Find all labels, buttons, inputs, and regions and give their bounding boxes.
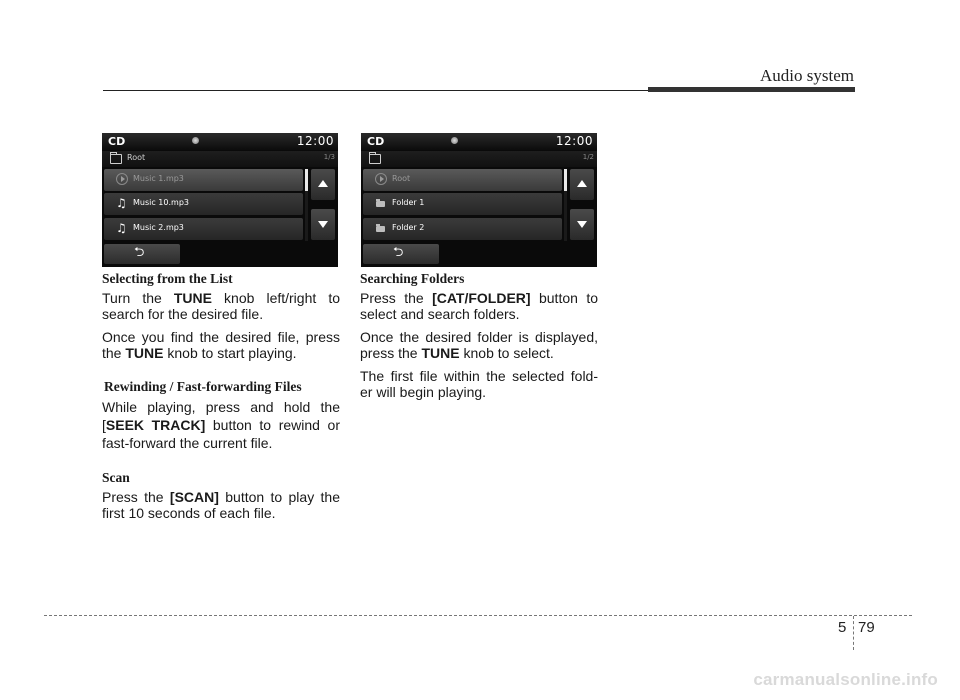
paragraph: While playing, press and hold the [SEEK TRACK] button to rewind or fast-forward the current file. (102, 399, 340, 451)
folder-open-icon (369, 154, 381, 164)
watermark: carmanualsonline.info (753, 670, 938, 689)
breadcrumb (361, 151, 597, 167)
section-title: Audio system (760, 66, 854, 85)
section-heading: Searching Folders (360, 271, 465, 286)
scroll-up-button[interactable] (311, 169, 335, 200)
music-note-icon: ♫ (116, 221, 127, 235)
list-item-label: Music 2.mp3 (133, 223, 184, 232)
back-arrow-icon: ⮌ (134, 245, 145, 260)
back-button[interactable] (363, 244, 439, 264)
page-divider (853, 616, 854, 650)
play-icon (375, 173, 387, 185)
source-label: CD (367, 135, 385, 148)
arrow-down-icon (577, 221, 587, 228)
folder-list-screen (361, 133, 597, 267)
paragraph: Once you find the desired file, press the TUNE knob to start playing. (102, 329, 340, 361)
left-column (102, 270, 340, 528)
list-item[interactable] (363, 193, 562, 215)
clock: 12:00 (296, 134, 334, 148)
list-item[interactable] (104, 193, 303, 215)
status-bar (102, 133, 338, 150)
section-heading: Selecting from the List (102, 271, 233, 286)
list-item[interactable] (104, 218, 303, 240)
paragraph: Press the [SCAN] button to play the first 10 seconds of each file. (102, 489, 340, 521)
footer-rule (44, 615, 912, 616)
clock: 12:00 (555, 134, 593, 148)
scroll-up-button[interactable] (570, 169, 594, 200)
paragraph: Turn the TUNE knob left/right to search for the desired file. (102, 290, 340, 322)
list-item-label: Music 1.mp3 (133, 174, 184, 183)
header-rule (103, 90, 651, 91)
list-item[interactable] (363, 218, 562, 240)
play-icon (116, 173, 128, 185)
arrow-down-icon (318, 221, 328, 228)
scrollbar-thumb[interactable] (564, 169, 567, 191)
header-rule-accent (648, 87, 855, 92)
breadcrumb-label: Root (127, 153, 146, 162)
arrow-up-icon (577, 180, 587, 187)
scrollbar-thumb[interactable] (305, 169, 308, 191)
file-list-screen (102, 133, 338, 267)
music-note-icon: ♫ (116, 196, 127, 210)
right-column (360, 270, 598, 407)
folder-open-icon (110, 154, 122, 164)
folder-icon (376, 201, 385, 207)
section-heading: Rewinding / Fast-forwarding Files (104, 379, 302, 394)
list-item-label: Folder 1 (392, 198, 425, 207)
paragraph: Press the [CAT/FOLDER] button to select and search folders. (360, 290, 598, 322)
paragraph: Once the desired folder is displayed, press the TUNE knob to select. (360, 329, 598, 361)
scrollbar[interactable] (305, 169, 308, 241)
chapter-number: 5 (838, 619, 847, 636)
list-item[interactable] (363, 169, 562, 191)
breadcrumb (102, 151, 338, 167)
page-number: 79 (858, 619, 875, 636)
arrow-up-icon (318, 180, 328, 187)
list-item-label: Folder 2 (392, 223, 425, 232)
item-count: 1/2 (582, 153, 594, 161)
folder-icon (376, 226, 385, 232)
scrollbar[interactable] (564, 169, 567, 241)
back-button[interactable] (104, 244, 180, 264)
item-count: 1/3 (323, 153, 335, 161)
paragraph: The first file within the selected fold- er will begin playing. (360, 368, 598, 400)
back-arrow-icon: ⮌ (393, 245, 404, 260)
source-label: CD (108, 135, 126, 148)
scroll-down-button[interactable] (311, 209, 335, 240)
section-heading: Scan (102, 470, 130, 485)
disc-icon (192, 137, 199, 144)
list-item[interactable] (104, 169, 303, 191)
list-item-label: Root (392, 174, 411, 183)
status-bar (361, 133, 597, 150)
disc-icon (451, 137, 458, 144)
scroll-down-button[interactable] (570, 209, 594, 240)
list-item-label: Music 10.mp3 (133, 198, 189, 207)
